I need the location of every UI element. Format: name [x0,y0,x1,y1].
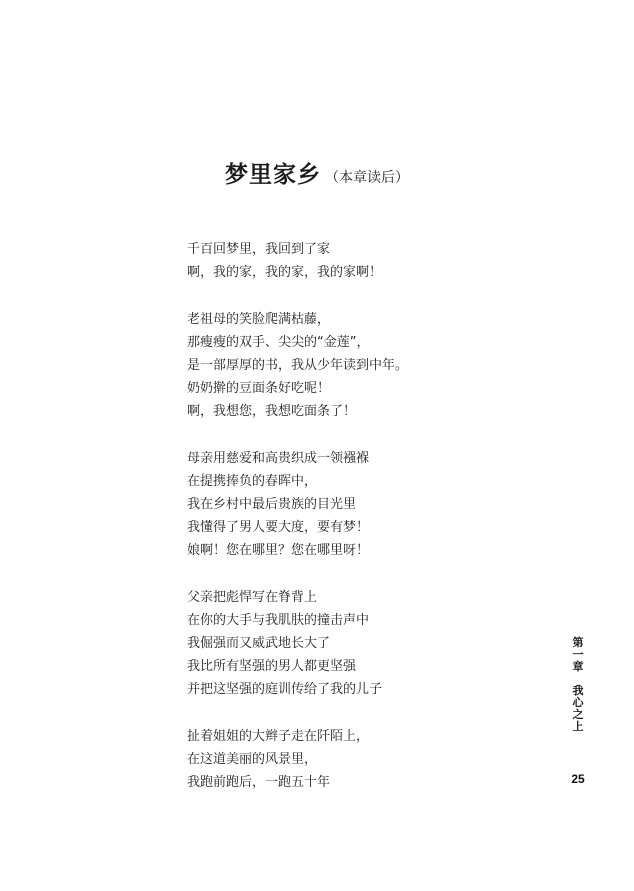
section-char: 心 [572,696,584,709]
poem-stanza [187,238,517,284]
poem-line: 在你的大手与我肌肤的撞击声中 [187,613,370,628]
poem-stanza [187,586,517,701]
poem-line: 老祖母的笑脸爬满枯藤， [187,312,331,327]
poem-stanza [187,447,517,562]
poem-line: 娘啊！您在哪里？您在哪里呀！ [187,543,370,558]
poem-line: 我跑前跑后，一跑五十年 [187,775,331,790]
poem-line: 奶奶擀的豆面条好吃呢！ [187,381,331,396]
poem-line: 并把这坚强的庭训传给了我的儿子 [187,682,383,697]
section-char: 我 [572,684,584,697]
poem-line: 是一部厚厚的书，我从少年读到中年。 [187,358,409,373]
poem-stanza [187,725,517,794]
side-chapter-label [571,637,585,733]
title-main: 梦里家乡 [225,161,321,188]
poem-line: 我比所有坚强的男人都更坚强 [187,659,357,674]
poem-line: 啊，我的家，我的家，我的家啊！ [187,265,383,280]
chapter-char: 一 [572,648,584,661]
poem-line: 千百回梦里，我回到了家 [187,242,331,257]
poem-line: 我在乡村中最后贵族的目光里 [187,497,357,512]
section-char: 上 [572,720,584,733]
page-number: 25 [571,772,585,786]
poem-stanza [187,308,517,423]
chapter-char: 章 [572,660,584,673]
poem-line: 那瘦瘦的双手、尖尖的“金莲”， [187,335,370,350]
poem-line: 在提携捧负的春晖中， [187,474,318,489]
chapter-char: 第 [572,636,584,649]
poem-body [187,238,517,818]
poem-line: 在这道美丽的风景里， [187,752,318,767]
poem-line: 母亲用慈爱和高贵织成一领襁褓 [187,451,370,466]
title-subtitle: （本章读后） [325,170,409,186]
poem-line: 我懂得了男人要大度，要有梦！ [187,520,370,535]
poem-line: 扯着姐姐的大辫子走在阡陌上， [187,729,370,744]
poem-line: 父亲把彪悍写在脊背上 [187,590,318,605]
poem-line: 啊，我想您，我想吃面条了！ [187,404,357,419]
poem-line: 我倔强而又威武地长大了 [187,636,331,651]
section-char: 之 [572,708,584,721]
chapter-title [0,156,634,189]
